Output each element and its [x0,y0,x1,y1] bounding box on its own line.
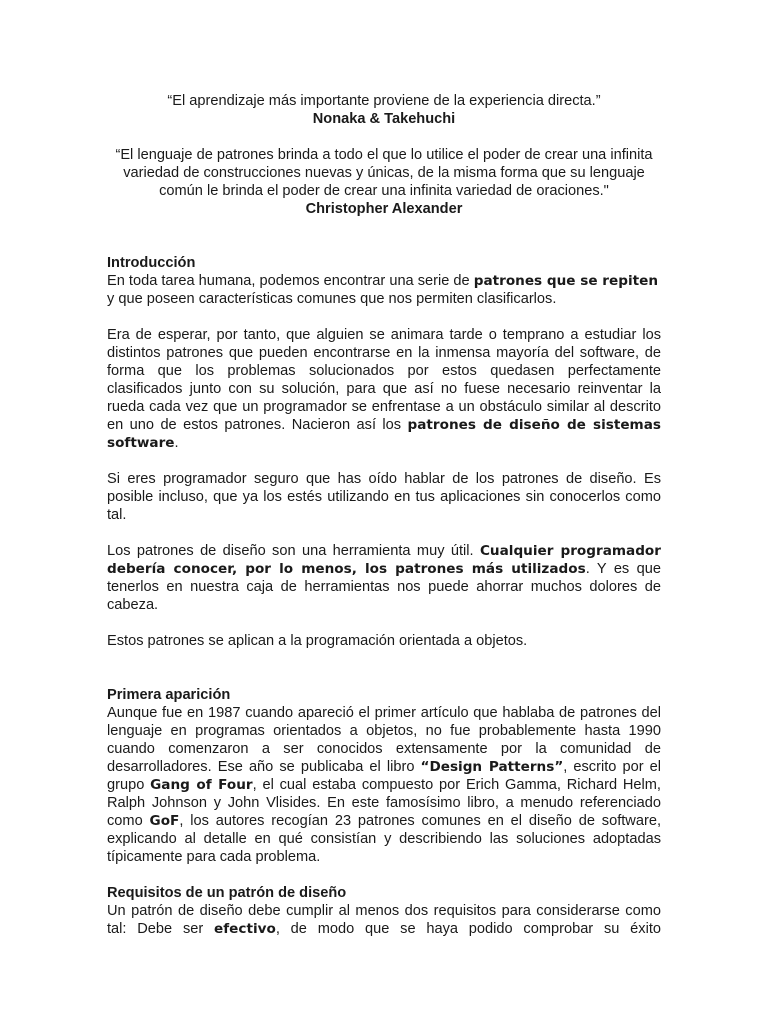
primera-paragraph [107,704,661,866]
quote-author-1: Nonaka & Takehuchi [312,111,456,127]
bold-run: patrones que se repiten [473,273,658,289]
bold-run: Gang of Four [150,777,253,793]
section-heading-introduccion: Introducción [107,255,196,271]
text-run: , de modo que se haya podido comprobar su éxito [275,921,662,937]
spacer [107,668,661,686]
intro-paragraph-3: Si eres programador seguro que has oído hablar de los patrones de diseño. Es posible incluso, que ya los estés utilizando en tus aplicaciones sin conocerlos como tal. [107,471,661,523]
text-run: En toda tarea humana, podemos encontrar una serie de [107,273,474,289]
bold-run: efectivo [214,921,276,937]
intro-paragraph-5: Estos patrones se aplican a la programación orientada a objetos. [107,633,528,649]
quote-text-2: “El lenguaje de patrones brinda a todo el que lo utilice el poder de crear una infinita variedad de construcciones nuevas y únicas, de la misma forma que su lenguaje común le brinda el poder de crear una infinita variedad de oraciones." [115,147,653,199]
bold-run: Cualquier programador debería conocer, por lo menos, los patrones más utilizados [107,543,661,577]
bold-run: GoF [149,813,180,829]
section-heading-primera-aparicion: Primera aparición [107,687,231,703]
text-run: Los patrones de diseño son una herramienta muy útil. [107,543,480,559]
quote-block-2 [107,146,661,218]
bold-run: “Design Patterns” [420,759,564,775]
quote-text-1: “El aprendizaje más importante proviene de la experiencia directa.” [167,93,601,109]
text-run: . [174,435,179,451]
requisitos-paragraph [107,902,661,938]
intro-paragraph-2 [107,326,661,452]
text-run: Era de esperar, por tanto, que alguien se animara tarde o temprano a estudiar los distintos patrones que pueden encontrarse en la inmensa mayoría del software, de forma que los problemas solucionados por estos quedasen perfectamente clasificados junto con su solución, para que así no fuese necesario reinventar la rueda cada vez que un programador se enfrentase a un obstáculo similar al descrito en uno de estos patrones. Nacieron así los [107,327,661,433]
quote-block-1 [107,92,661,128]
bold-run: patrones de diseño de sistemas software [107,417,661,451]
text-run: y que poseen características comunes que nos permiten clasificarlos. [107,291,557,307]
text-run: , escrito por el grupo [107,759,661,793]
text-run: . Y es que tenerlos en nuestra caja de herramientas nos puede ahorrar muchos dolores de cabeza. [107,561,662,613]
document-page [107,92,661,956]
text-run: , el cual estaba compuesto por Erich Gamma, Richard Helm, Ralph Johnson y John Vlisides. En este famosísimo libro, a menudo referenciado como [107,777,661,829]
text-run: , los autores recogían 23 patrones comunes en el diseño de software, explicando al detalle en qué consistían y describiendo las soluciones adoptadas típicamente para cada problema. [107,813,661,865]
intro-paragraph-4 [107,542,661,614]
intro-paragraph-1 [107,272,661,308]
text-run: Un patrón de diseño debe cumplir al menos dos requisitos para considerarse como tal: Debe ser [107,903,661,937]
section-heading-requisitos: Requisitos de un patrón de diseño [107,885,347,901]
quote-author-2: Christopher Alexander [305,201,463,217]
text-run: Aunque fue en 1987 cuando apareció el primer artículo que hablaba de patrones del lenguaje en programas orientados a objetos, no fue probablemente hasta 1990 cuando comenzaron a ser conocidos extensamente por la comunidad de desarrolladores. Ese año se publicaba el libro [107,705,661,775]
